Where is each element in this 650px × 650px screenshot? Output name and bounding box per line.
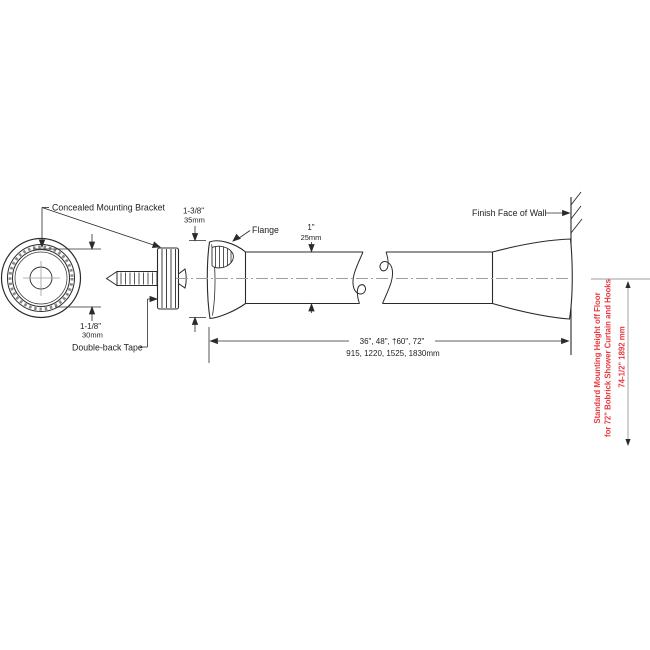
dim-flange-inches: 1-3/8" xyxy=(183,206,205,216)
rod-break-left xyxy=(353,252,366,304)
arrowhead xyxy=(625,439,630,446)
arrowhead xyxy=(192,318,197,325)
left-flange xyxy=(207,241,245,319)
mounting-height-note-line2: for 72" Bobrick Shower Curtain and Hooks xyxy=(603,279,613,437)
mounting-screw xyxy=(107,272,158,286)
arrowhead xyxy=(192,234,197,241)
arrowhead xyxy=(211,338,218,343)
arrowhead xyxy=(562,338,569,343)
dim-bracket-inches: 1-1/8" xyxy=(80,322,102,331)
leader-flange xyxy=(233,231,250,242)
arrowhead xyxy=(309,245,314,252)
dimension-rod-diameter xyxy=(309,242,314,313)
arrowhead xyxy=(150,296,157,301)
arrowhead xyxy=(89,307,94,314)
arrowhead xyxy=(89,242,94,249)
dimension-flange-diameter xyxy=(189,226,206,332)
leader-finish-face-of-wall xyxy=(546,210,570,215)
dimension-mounting-height xyxy=(591,278,650,446)
rod-break-right xyxy=(380,252,393,304)
arrowhead xyxy=(233,234,240,241)
shower-rod xyxy=(246,252,493,304)
dim-bracket-mm: 30mm xyxy=(82,330,103,340)
dim-rod-inches: 1" xyxy=(307,223,315,232)
arrowhead xyxy=(563,210,570,215)
leader-double-back-tape xyxy=(140,296,157,347)
label-concealed-mounting-bracket: Concealed Mounting Bracket xyxy=(52,202,165,213)
crosshair xyxy=(23,261,60,296)
mounting-height-note-line1: Standard Mounting Height off Floor xyxy=(593,292,602,424)
dim-flange-mm: 35mm xyxy=(184,215,205,225)
label-flange: Flange xyxy=(252,225,279,235)
label-finish-face-of-wall: Finish Face of Wall xyxy=(472,208,547,218)
arrowhead xyxy=(625,281,630,288)
label-double-back-tape: Double-back Tape xyxy=(72,342,143,353)
arrowhead xyxy=(153,242,161,247)
dim-rod-mm: 25mm xyxy=(300,233,322,242)
bracket-front-view xyxy=(2,239,81,318)
arrowhead xyxy=(309,304,314,311)
mounting-height-value: 74-1/2" 1892 mm xyxy=(617,326,627,388)
right-flange xyxy=(493,239,573,319)
dim-rod-lengths-mm: 915, 1220, 1525, 1830mm xyxy=(346,349,440,358)
dim-rod-lengths-inches: 36", 48", †60", 72" xyxy=(359,337,425,346)
